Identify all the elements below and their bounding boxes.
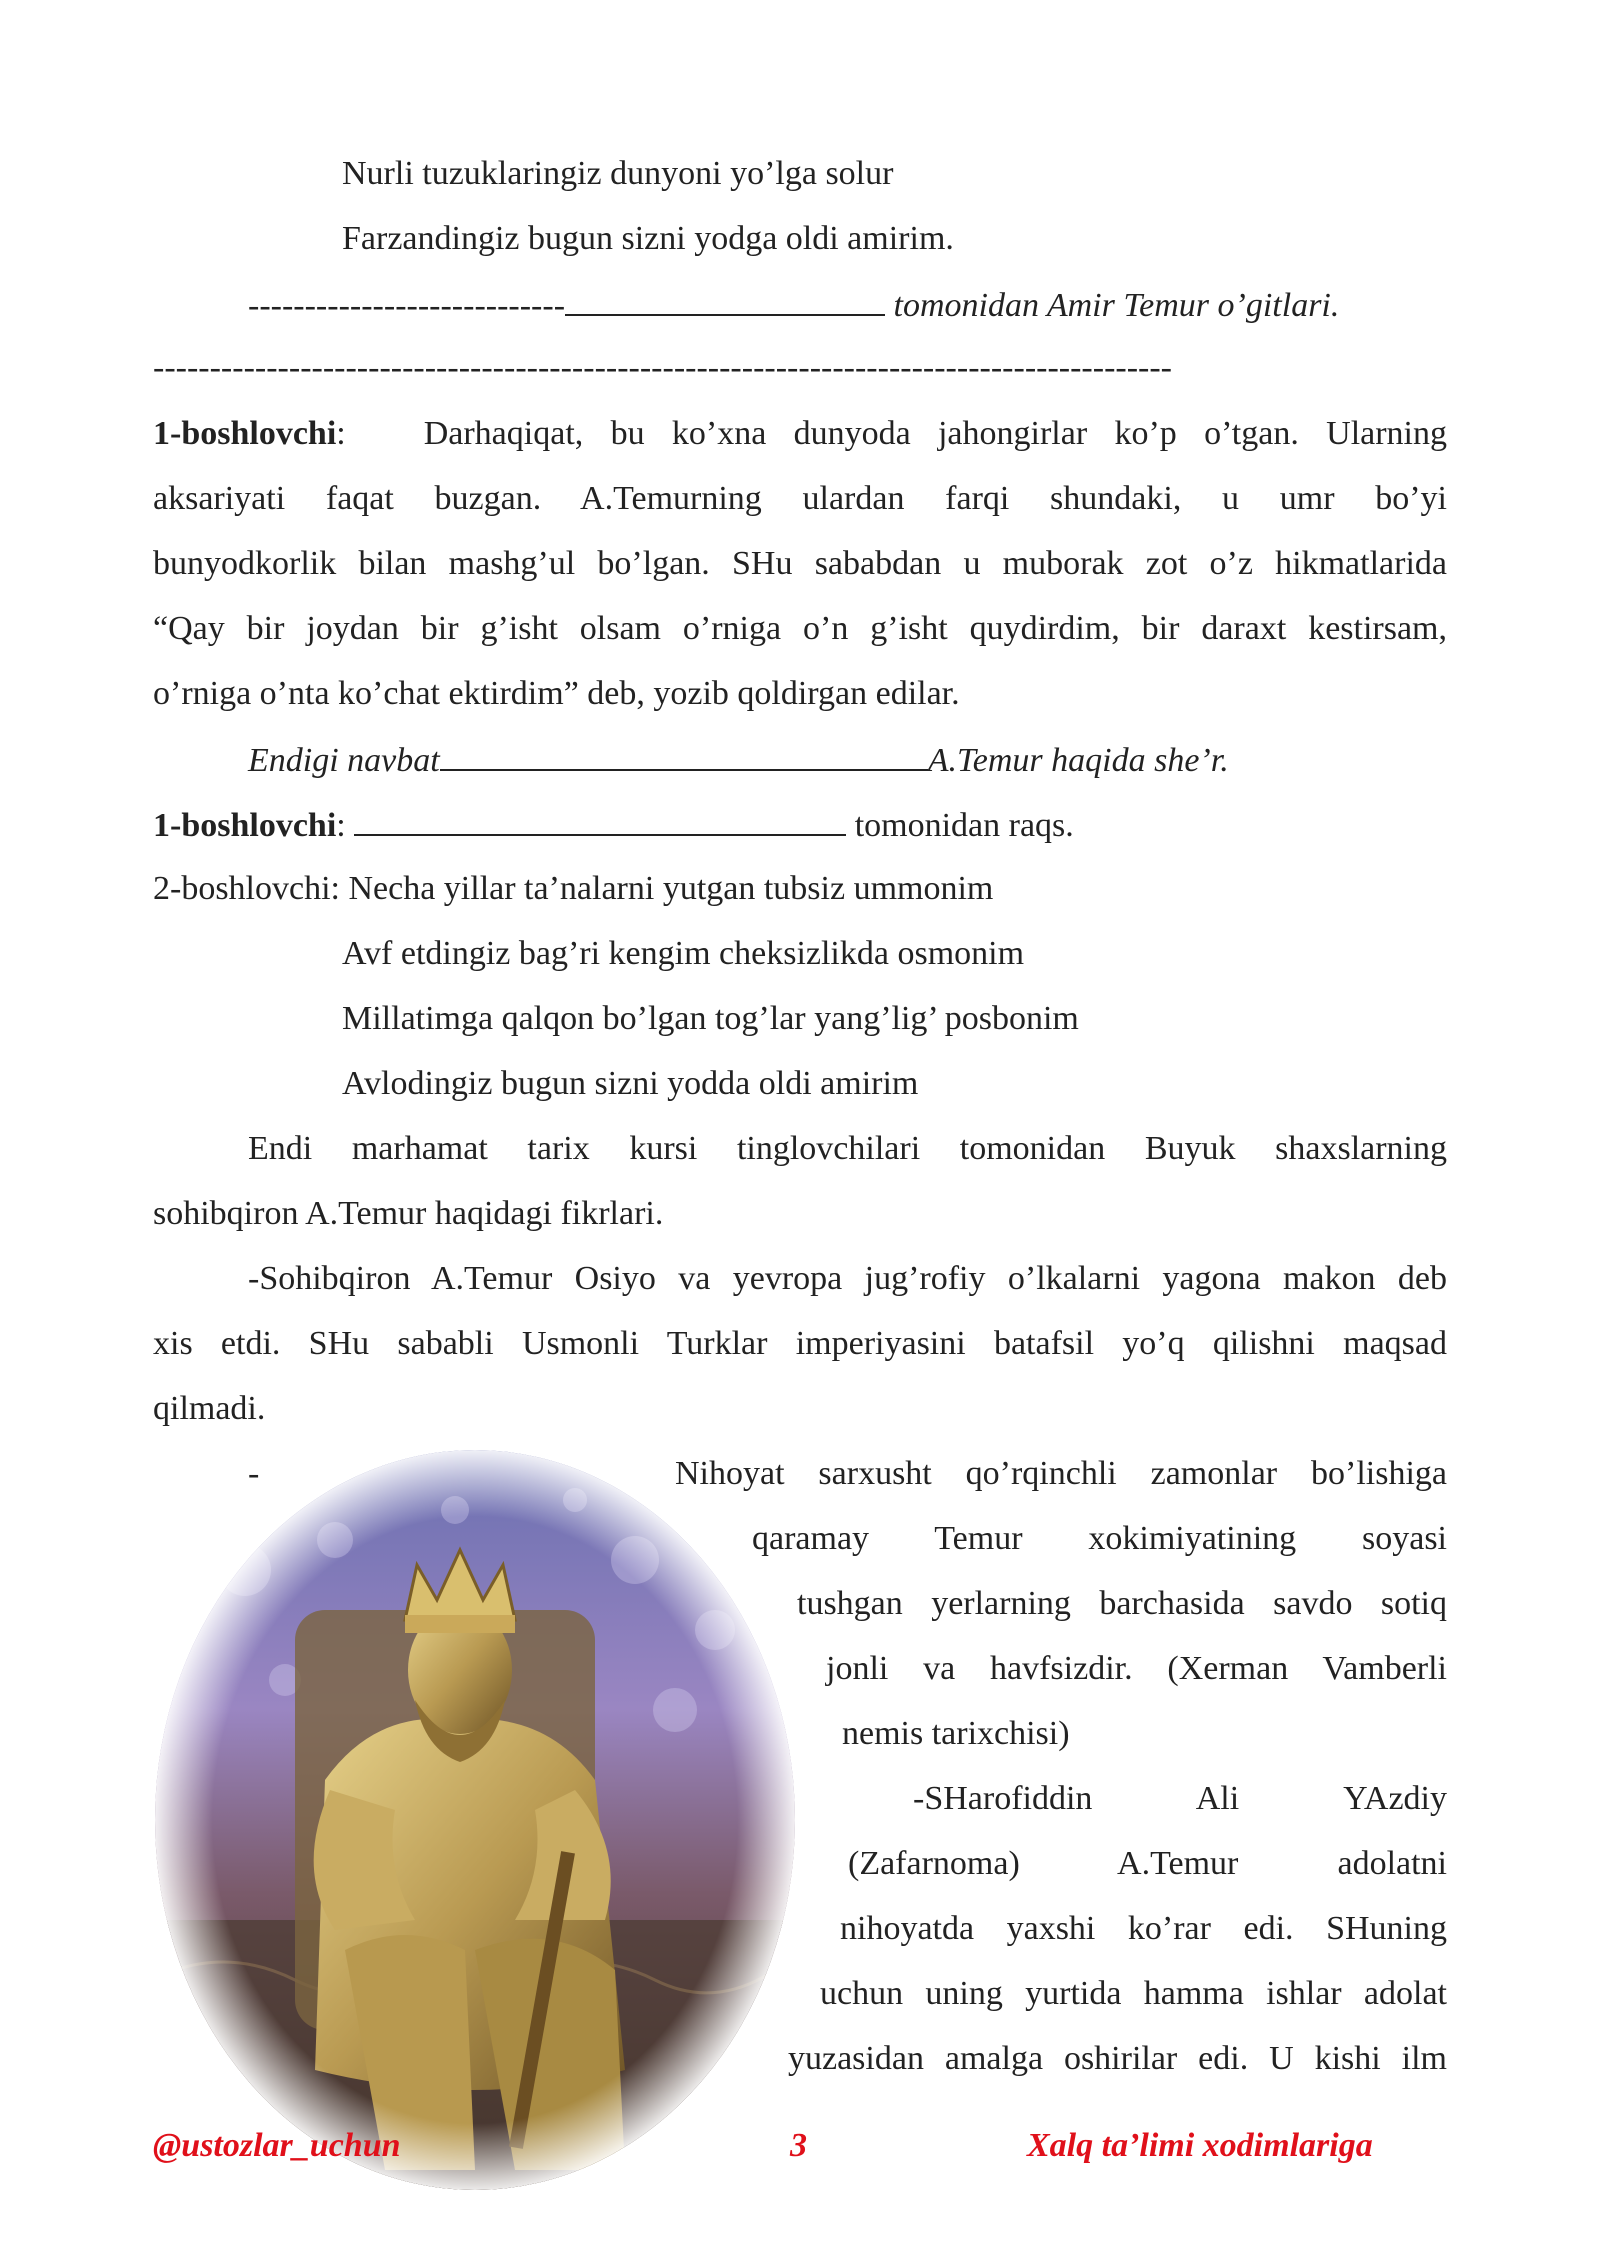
paragraph-line: uchun uning yurtida hamma ishlar adolat [820, 1975, 1447, 2012]
poem-line: Nurli tuzuklaringiz dunyoni yo’lga solur [342, 155, 894, 192]
paragraph-line [153, 414, 1447, 454]
next-turn-line [248, 739, 1229, 781]
footer-title: Xalq ta’limi xodimlariga [1027, 2127, 1373, 2164]
paragraph-line: -Sohibqiron A.Temur Osiyo va yevropa jug’rofiy o’lkalarni yagona makon deb [248, 1260, 1447, 1297]
blank-underline [565, 284, 885, 316]
next-turn-suffix: A.Temur haqida she’r. [927, 742, 1229, 779]
poem-line: Avf etdingiz bag’ri kengim cheksizlikda osmonim [342, 935, 1025, 972]
page-number: 3 [790, 2127, 807, 2164]
poem-line: Millatimga qalqon bo’lgan tog’lar yang’lig’ posbonim [342, 1000, 1079, 1037]
paragraph-line: sohibqiron A.Temur haqidagi fikrlari. [153, 1195, 664, 1232]
paragraph-text: Darhaqiqat, bu ko’xna dunyoda jahongirlar ko’p o’tgan. Ularning [423, 415, 1447, 452]
blank-underline [440, 739, 928, 771]
poem-line: 2-boshlovchi: Necha yillar ta’nalarni yutgan tubsiz ummonim [153, 870, 994, 907]
paragraph-line: bunyodkorlik bilan mashg’ul bo’lgan. SHu sababdan u muborak zot o’z hikmatlarida [153, 545, 1447, 582]
dash-run: ---------------------------- [248, 287, 566, 324]
amir-temur-statue-photo [155, 1450, 795, 2190]
paragraph-line: xis etdi. SHu sababli Usmonli Turklar imperiyasini batafsil yo’q qilishni maqsad [153, 1325, 1447, 1362]
poem-line: Farzandingiz bugun sizni yodga oldi amirim. [342, 220, 954, 257]
paragraph-dash: - [248, 1455, 260, 1492]
paragraph-line: qaramay Temur xokimiyatining soyasi [752, 1520, 1447, 1557]
separator-line: ------------------------------------------------------------------------------------------ [153, 349, 1173, 386]
speaker-colon: : [336, 415, 346, 452]
speaker-colon: : [336, 807, 355, 844]
paragraph-line: “Qay bir joydan bir g’isht olsam o’rniga o’n g’isht quydirdim, bir daraxt kestirsam, [153, 610, 1447, 647]
statue-illustration-icon [155, 1450, 795, 2190]
paragraph-line: yuzasidan amalga oshirilar edi. U kishi ilm [788, 2040, 1447, 2077]
speaker-label: 1-boshlovchi [153, 807, 337, 844]
paragraph-line: o’rniga o’nta ko’chat ektirdim” deb, yozib qoldirgan edilar. [153, 675, 960, 712]
paragraph-line: aksariyati faqat buzgan. A.Temurning ulardan farqi shundaki, u umr bo’yi [153, 480, 1447, 517]
blank-underline [354, 804, 846, 836]
paragraph-line: nemis tarixchisi) [842, 1715, 1070, 1752]
poem-line: Avlodingiz bugun sizni yodda oldi amirim [342, 1065, 919, 1102]
paragraph-line: Nihoyat sarxusht qo’rqinchli zamonlar bo’lishiga [675, 1455, 1447, 1492]
paragraph-line: qilmadi. [153, 1390, 266, 1427]
fill-in-text: tomonidan Amir Temur o’gitlari. [893, 287, 1340, 324]
dance-suffix: tomonidan raqs. [846, 807, 1074, 844]
footer-handle: @ustozlar_uchun [153, 2127, 401, 2164]
next-turn-prefix: Endigi navbat [248, 742, 440, 779]
paragraph-line: Endi marhamat tarix kursi tinglovchilari tomonidan Buyuk shaxslarning [248, 1130, 1447, 1167]
dance-line [153, 804, 1074, 846]
paragraph-line: (Zafarnoma) A.Temur adolatni [848, 1845, 1447, 1882]
paragraph-line: tushgan yerlarning barchasida savdo sotiq [797, 1585, 1447, 1622]
paragraph-line: nihoyatda yaxshi ko’rar edi. SHuning [840, 1910, 1447, 1947]
paragraph-line: -SHarofiddin Ali YAzdiy [913, 1780, 1447, 1817]
fill-in-line [248, 284, 1339, 326]
speaker-label: 1-boshlovchi [153, 415, 337, 452]
paragraph-line: jonli va havfsizdir. (Xerman Vamberli [826, 1650, 1447, 1687]
